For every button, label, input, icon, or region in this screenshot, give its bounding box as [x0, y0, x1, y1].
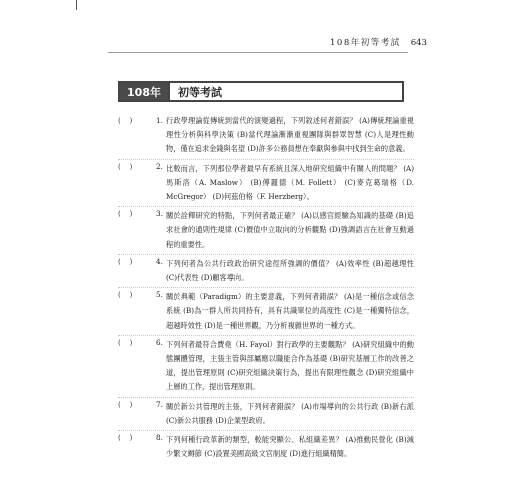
question-text: 比較而言，下列那位學者最早有系統且深入地研究組織中有關人的問題？ (A)馬斯洛（A. Maslow） (B)傅麗德（M. Follett） (C)麥克葛瑞格（D. McGregor） (D)何茲伯格（F. Herzberg）。 — [166, 163, 414, 202]
answer-blank: ( ) — [118, 117, 133, 125]
section-banner — [118, 81, 404, 102]
question-item — [118, 206, 414, 252]
question-number: 3. — [156, 209, 163, 219]
page-edge-mark — [76, 0, 77, 10]
question-item — [118, 397, 414, 428]
answer-blank: ( ) — [118, 291, 133, 300]
answer-blank: ( ) — [118, 257, 133, 266]
section-year: 108年 — [120, 83, 168, 100]
question-text: 下列何者最符合費堯（H. Fayol）對行政學的主要觀點？ (A)研究組織中的動態團體管理，主張主管與部屬應以職能合作為基礎 (B)研究基層工作的改善之道，提出管理原則 (C)研究組織決策行為，提出有限理性觀念 (D)研究組織中上層的工作，提出管理原則。 — [166, 339, 414, 392]
answer-blank: ( ) — [118, 162, 133, 171]
running-header — [330, 36, 427, 48]
question-item — [118, 430, 414, 461]
answer-blank: ( ) — [118, 338, 133, 347]
question-number: 2. — [156, 161, 163, 171]
answer-blank: ( ) — [118, 434, 133, 443]
running-header-title: 108年初等考試 — [330, 38, 401, 48]
header-rule — [108, 52, 408, 53]
question-item — [118, 335, 414, 395]
question-text: 下列何者為公共行政政治研究途徑所強調的價值？ (A)效率性 (B)超越理性 (C)代表性 (D)顧客導向。 — [166, 258, 414, 283]
question-number: 8. — [156, 433, 163, 443]
section-title: 初等考試 — [168, 83, 402, 100]
question-number: 1. — [156, 116, 163, 125]
question-item — [118, 287, 414, 333]
question-item — [118, 114, 414, 157]
question-item — [118, 254, 414, 285]
question-number: 5. — [156, 290, 163, 300]
answer-blank: ( ) — [118, 400, 133, 409]
question-list — [118, 114, 414, 461]
question-text: 關於詮釋研究的特點，下列何者最正確？ (A)以感官經驗為知識的基礎 (B)追求社會的通則性規律 (C)價值中立取向的分析觀點 (D)強調語言在社會互動過程的重要性。 — [166, 211, 414, 249]
question-text: 行政學理論從傳統到當代的演變過程，下列敘述何者錯誤？ (A)傳統理論重視理性分析與科學決策 (B)當代理論漸漸重視團隊與群眾智慧 (C)人是理性動物，僅在追求金錢與名望 (D)許多公務員想在奉獻與參與中找到生命的意義。 — [166, 116, 414, 154]
question-item — [118, 159, 414, 205]
question-text: 關於新公共管理的主張，下列何者錯誤？ (A)市場導向的公共行政 (B)新右派 (C)新公共服務 (D)企業型政府。 — [166, 401, 414, 425]
question-number: 7. — [156, 399, 163, 409]
question-text: 下列何種行政革新的類型，較能突顯公、私組織差異？ (A)推動民營化 (B)減少繁文縟節 (C)設置美國高級文官制度 (D)進行組織精簡。 — [166, 435, 414, 459]
answer-blank: ( ) — [118, 210, 133, 219]
question-number: 6. — [156, 337, 163, 347]
page-number: 643 — [410, 38, 427, 48]
question-number: 4. — [156, 256, 163, 266]
question-text: 關於典範（Paradigm）的主要意義，下列何者錯誤？ (A)是一種信念或信念系統 (B)為一群人所共同持有，具有共識單位的高度性 (C)是一種獨特信念，超越時效性 (D)是一種世界觀，乃分析複雜世界的一種方式。 — [166, 292, 414, 330]
